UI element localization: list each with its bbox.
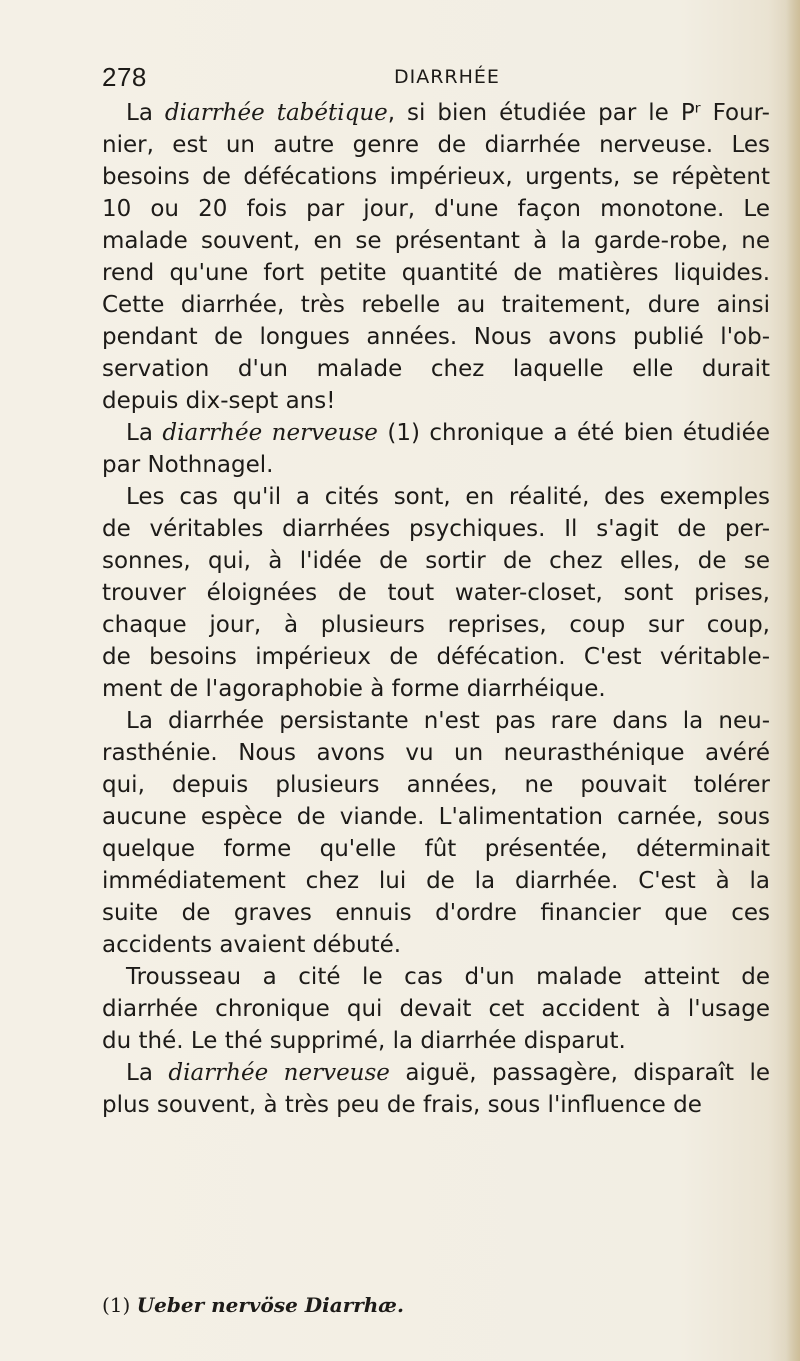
text-line: [102, 801, 770, 833]
text-line: [102, 993, 770, 1025]
text-line: [102, 417, 770, 449]
body-text: [102, 97, 770, 1121]
line-text: aiguë, passagère, disparaît le: [389, 1060, 770, 1086]
line-text: pendant de longues années. Nous avons publié l'ob-: [102, 324, 770, 350]
line-text: nier, est un autre genre de diarrhée nerveuse. Les: [102, 132, 770, 158]
italic-term: diarrhée nerveuse: [162, 420, 378, 446]
line-text: du thé. Le thé supprimé, la diarrhée disparut.: [102, 1028, 626, 1054]
page-header: [102, 62, 752, 96]
text-line: [102, 673, 770, 705]
text-line: [102, 961, 770, 993]
line-text: Trousseau a cité le cas d'un malade atteint de: [126, 964, 770, 990]
line-text: besoins de défécations impérieux, urgents, se répètent: [102, 164, 770, 190]
italic-term: diarrhée nerveuse: [168, 1060, 390, 1086]
text-line: [102, 929, 770, 961]
text-line: [102, 577, 770, 609]
line-text: qui, depuis plusieurs années, ne pouvait tolérer: [102, 772, 770, 798]
line-text: Les cas qu'il a cités sont, en réalité, des exemples: [126, 484, 770, 510]
line-text: chaque jour, à plusieurs reprises, coup sur coup,: [102, 612, 770, 638]
text-line: [102, 385, 770, 417]
text-line: [102, 161, 770, 193]
text-line: [102, 833, 770, 865]
text-line: [102, 353, 770, 385]
line-text: Cette diarrhée, très rebelle au traitement, dure ainsi: [102, 292, 770, 318]
text-line: [102, 481, 770, 513]
line-text: de véritables diarrhées psychiques. Il s'agit de per-: [102, 516, 770, 542]
line-text: immédiatement chez lui de la diarrhée. C'est à la: [102, 868, 770, 894]
text-line: [102, 1025, 770, 1057]
text-line: [102, 1089, 770, 1121]
text-line: [102, 193, 770, 225]
text-line: [102, 97, 770, 129]
text-line: [102, 545, 770, 577]
line-text: rend qu'une fort petite quantité de matières liquides.: [102, 260, 770, 286]
italic-term: diarrhée tabétique: [164, 100, 388, 126]
text-line: [102, 321, 770, 353]
text-line: [102, 1057, 770, 1089]
line-text: aucune espèce de viande. L'alimentation carnée, sous: [102, 804, 770, 830]
line-text: accidents avaient débuté.: [102, 932, 402, 958]
line-text: 10 ou 20 fois par jour, d'une façon monotone. Le: [102, 196, 770, 222]
line-text: (1) chronique a été bien étudiée: [377, 420, 770, 446]
footnote: [102, 1293, 404, 1317]
footnote-text: Ueber nervöse Diarrhæ.: [136, 1293, 404, 1317]
line-text: par Nothnagel.: [102, 452, 274, 478]
text-line: [102, 769, 770, 801]
line-text: , si bien étudiée par le Pʳ Four-: [387, 100, 770, 126]
page-number: 278: [102, 62, 147, 92]
running-head: DIARRHÉE: [394, 66, 500, 88]
line-text: suite de graves ennuis d'ordre financier que ces: [102, 900, 770, 926]
text-line: [102, 257, 770, 289]
line-text: trouver éloignées de tout water-closet, sont prises,: [102, 580, 770, 606]
text-line: [102, 449, 770, 481]
line-text: quelque forme qu'elle fût présentée, déterminait: [102, 836, 770, 862]
line-text: servation d'un malade chez laquelle elle durait: [102, 356, 770, 382]
line-text: rasthénie. Nous avons vu un neurasthénique avéré: [102, 740, 770, 766]
text-line: [102, 129, 770, 161]
text-line: [102, 865, 770, 897]
text-line: [102, 225, 770, 257]
line-text: La diarrhée persistante n'est pas rare dans la neu-: [126, 708, 770, 734]
line-text: de besoins impérieux de défécation. C'est véritable-: [102, 644, 770, 670]
line-text: depuis dix-sept ans!: [102, 388, 336, 414]
text-line: [102, 289, 770, 321]
line-text: diarrhée chronique qui devait cet accident à l'usage: [102, 996, 770, 1022]
page-edge: [786, 0, 800, 1361]
text-line: [102, 513, 770, 545]
text-line: [102, 897, 770, 929]
text-line: [102, 705, 770, 737]
line-prefix: La: [126, 1060, 169, 1086]
line-text: malade souvent, en se présentant à la garde-robe, ne: [102, 228, 770, 254]
line-prefix: La: [126, 420, 163, 446]
text-line: [102, 641, 770, 673]
line-prefix: La: [126, 100, 165, 126]
text-line: [102, 609, 770, 641]
line-text: ment de l'agoraphobie à forme diarrhéique.: [102, 676, 606, 702]
footnote-marker: (1): [102, 1293, 131, 1317]
line-text: sonnes, qui, à l'idée de sortir de chez elles, de se: [102, 548, 770, 574]
text-line: [102, 737, 770, 769]
line-text: plus souvent, à très peu de frais, sous l'influence de: [102, 1092, 702, 1118]
